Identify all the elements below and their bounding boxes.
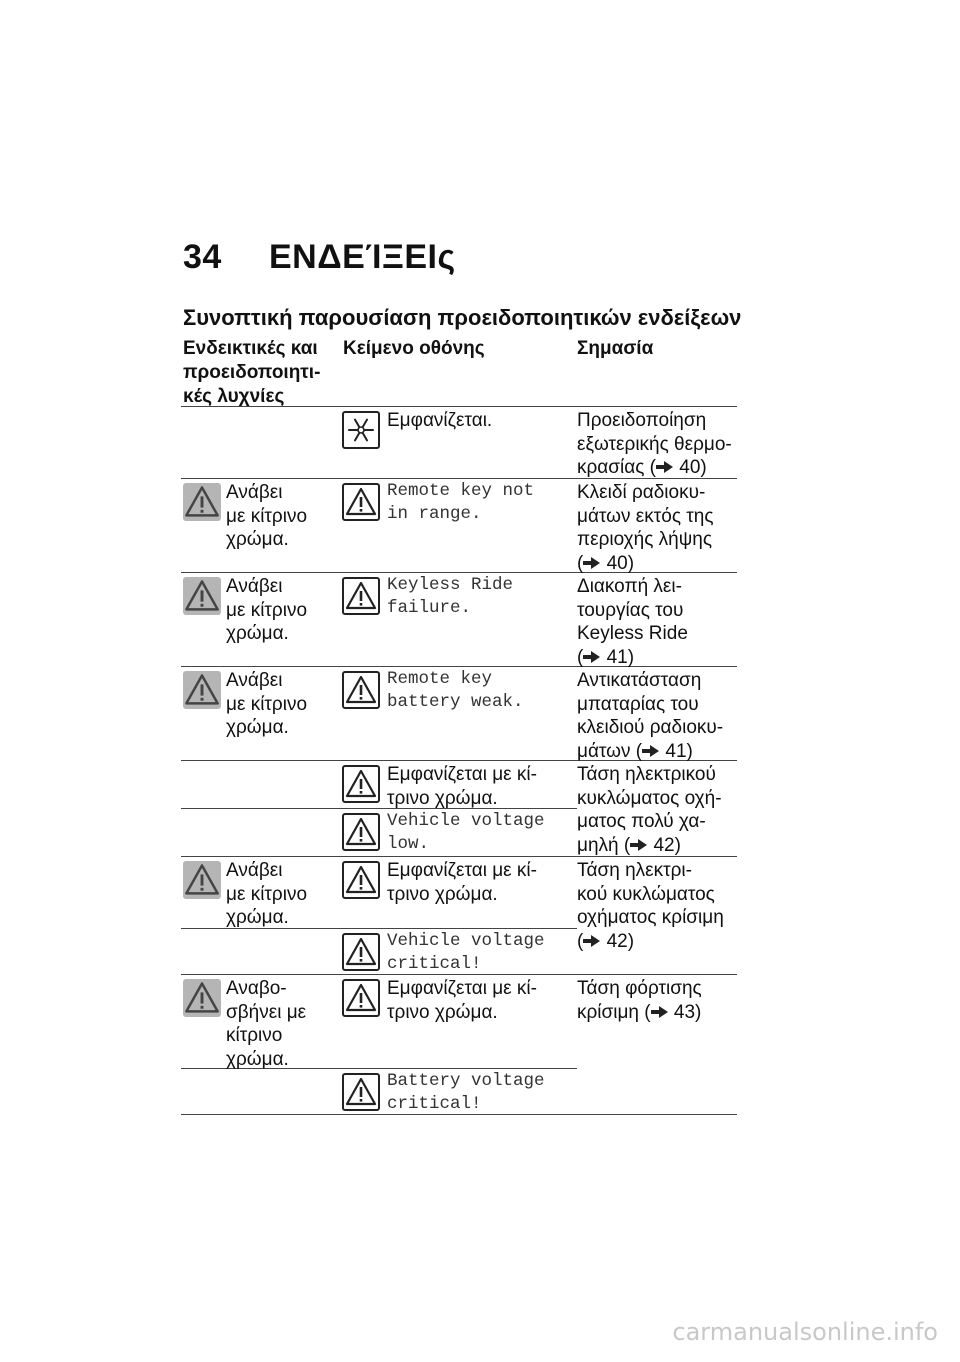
- display-text: [387, 409, 492, 433]
- warning-triangle-icon: [342, 483, 380, 521]
- ref-close-paren: ): [627, 930, 635, 952]
- ref-page-number: 42: [648, 834, 675, 856]
- meaning-text-line: κρασίας ( 40): [577, 457, 707, 478]
- display-text-line: Εμφανίζεται με κί-: [387, 978, 537, 999]
- ref-close-paren: ): [627, 646, 635, 668]
- display-text: [387, 480, 534, 526]
- ref-open-paren: (: [618, 834, 631, 856]
- lamp-description-line: κίτρινο: [226, 1025, 283, 1046]
- meaning-text-line: τουργίας του: [577, 599, 684, 621]
- meaning-text-line: ματος πολύ χα-: [577, 811, 706, 832]
- ref-close-paren: ): [686, 740, 693, 762]
- arrow-right-icon: [583, 647, 601, 661]
- meaning-text-line: μάτων εκτός της: [577, 505, 714, 527]
- display-text: [387, 859, 537, 906]
- warning-triangle-icon: [342, 861, 380, 899]
- display-text-line: Vehicle voltage: [387, 931, 545, 951]
- warning-triangle-icon: [342, 577, 380, 615]
- lamp-description-line: με κίτρινο: [226, 883, 308, 905]
- lamp-description-line: με κίτρινο: [226, 599, 308, 621]
- warning-lamp-icon: [183, 861, 221, 899]
- meaning-text-line: κυκλώματος οχή-: [577, 787, 722, 809]
- display-text-line: Remote key: [387, 669, 493, 689]
- display-text-line: Remote key not: [387, 481, 535, 501]
- meaning-text-line: κρίσιμη ( 43): [577, 1001, 702, 1023]
- ref-open-paren: (: [630, 740, 643, 762]
- lamp-description-line: Ανάβει: [226, 576, 283, 597]
- lamp-description: [226, 669, 307, 740]
- display-text-line: battery weak.: [387, 692, 524, 712]
- watermark: carmanualsonline.info: [672, 1318, 938, 1346]
- meaning-text-line: Προειδοποίηση: [577, 410, 707, 431]
- page-reference[interactable]: [639, 1002, 701, 1023]
- meaning-text-line: οχήματος κρίσιμη: [577, 907, 724, 928]
- display-text-line: τρινο χρώμα.: [387, 883, 498, 905]
- ref-open-paren: (: [577, 930, 584, 952]
- lamp-description-line: σβήνει με: [226, 1001, 307, 1023]
- display-text-line: Εμφανίζεται με κί-: [387, 860, 537, 881]
- display-text-line: low.: [387, 834, 430, 854]
- display-text: [387, 810, 545, 856]
- display-text: [387, 1070, 545, 1116]
- ref-open-paren: (: [577, 646, 584, 668]
- meaning-text: [577, 575, 688, 669]
- meaning-text: [577, 481, 714, 575]
- lamp-description-line: χρώμα.: [226, 907, 289, 928]
- display-text-line: Εμφανίζεται.: [387, 410, 493, 431]
- lamp-description-line: χρώμα.: [226, 1048, 289, 1070]
- lamp-description: [226, 481, 307, 552]
- column-header-lamps: [183, 337, 320, 409]
- column-header-line: Ενδεικτικές και: [183, 338, 318, 359]
- snowflake-icon: [342, 411, 380, 449]
- display-text-line: τρινο χρώμα.: [387, 1001, 498, 1023]
- meaning-text-line: Τάση ηλεκτρικού: [577, 764, 716, 785]
- ref-open-paren: (: [639, 1001, 651, 1023]
- page-reference[interactable]: [631, 741, 693, 762]
- display-text: [387, 574, 513, 620]
- meaning-text-line: Τάση ηλεκτρι-: [577, 860, 692, 881]
- lamp-description-line: με κίτρινο: [226, 693, 308, 715]
- meaning-text: [577, 409, 732, 480]
- warning-triangle-icon: [342, 1073, 380, 1111]
- lamp-description-line: Ανάβει: [226, 670, 283, 691]
- display-text: [387, 668, 524, 714]
- meaning-text-line: κού κυκλώματος: [577, 883, 715, 905]
- warning-triangle-icon: [342, 933, 380, 971]
- meaning-text-line: Τάση φόρτισης: [577, 978, 702, 999]
- column-header-meaning: Σημασία: [577, 338, 654, 359]
- lamp-description-line: Αναβο-: [226, 978, 287, 999]
- meaning-text-line: εξωτερικής θερμο-: [577, 433, 732, 455]
- meaning-text-line: Κλειδί ραδιοκυ-: [577, 482, 706, 503]
- page-reference[interactable]: [644, 457, 706, 478]
- arrow-right-icon: [656, 457, 674, 471]
- display-text-line: Vehicle voltage: [387, 811, 545, 831]
- display-text-line: Εμφανίζεται με κί-: [387, 764, 537, 785]
- warning-triangle-icon: [342, 765, 380, 803]
- warning-lamp-icon: [183, 577, 221, 615]
- warning-triangle-icon: [342, 671, 380, 709]
- ref-close-paren: ): [700, 457, 707, 478]
- meaning-text: [577, 669, 723, 763]
- meaning-text-line: Keyless Ride: [577, 623, 688, 644]
- ref-close-paren: ): [674, 834, 681, 856]
- ref-close-paren: ): [695, 1001, 702, 1023]
- warning-lamp-icon: [183, 979, 221, 1017]
- lamp-description: [226, 977, 306, 1071]
- ref-open-paren: (: [644, 457, 656, 478]
- lamp-description-line: χρώμα.: [226, 717, 289, 738]
- ref-page-number: 41: [601, 646, 628, 668]
- ref-page-number: 41: [660, 740, 687, 762]
- meaning-text-line: μπαταρίας του: [577, 693, 699, 715]
- ref-page-number: 43: [668, 1001, 696, 1023]
- column-header-line: προειδοποιητι-: [183, 362, 321, 383]
- ref-close-paren: ): [627, 552, 635, 574]
- display-text-line: failure.: [387, 598, 472, 618]
- display-text-line: Keyless Ride: [387, 575, 514, 595]
- warning-lamp-icon: [183, 671, 221, 709]
- arrow-right-icon: [583, 553, 601, 567]
- lamp-description: [226, 575, 307, 646]
- chapter-title: ΕΝΔΕΊΞΕΙς: [269, 238, 456, 276]
- meaning-text: [577, 977, 702, 1024]
- lamp-description-line: χρώμα.: [226, 529, 289, 550]
- lamp-description-line: με κίτρινο: [226, 505, 308, 527]
- lamp-description-line: Ανάβει: [226, 860, 283, 881]
- arrow-right-icon: [651, 1002, 669, 1016]
- lamp-description: [226, 859, 307, 930]
- display-text-line: Battery voltage: [387, 1071, 545, 1091]
- display-text-line: in range.: [387, 504, 482, 524]
- meaning-text-line: μάτων ( 41): [577, 740, 693, 762]
- ref-page-number: 40: [674, 457, 701, 478]
- ref-open-paren: (: [577, 552, 584, 574]
- meaning-text-line: Αντικατάσταση: [577, 670, 702, 691]
- warning-triangle-icon: [342, 979, 380, 1017]
- lamp-description-line: Ανάβει: [226, 482, 283, 503]
- display-text: [387, 930, 545, 976]
- meaning-text-line: μηλή ( 42): [577, 834, 681, 856]
- meaning-text-line: περιοχής λήψης: [577, 529, 712, 550]
- display-text: [387, 763, 537, 810]
- ref-page-number: 42: [601, 930, 628, 952]
- section-title: Συνοπτική παρουσίαση προειδοποιητικών ενδείξεων: [183, 305, 742, 330]
- ref-page-number: 40: [601, 552, 628, 574]
- page-header: [183, 238, 456, 277]
- warning-lamp-icon: [183, 483, 221, 521]
- meaning-text-line: Διακοπή λει-: [577, 576, 682, 597]
- column-header-display: Κείμενο οθόνης: [343, 338, 485, 359]
- arrow-right-icon: [642, 741, 660, 755]
- display-text-line: critical!: [387, 954, 482, 974]
- lamp-description-line: χρώμα.: [226, 623, 289, 644]
- column-header-line: κές λυχνίες: [183, 386, 285, 407]
- display-text-line: critical!: [387, 1094, 482, 1114]
- meaning-text-line: κλειδιού ραδιοκυ-: [577, 717, 724, 738]
- warning-triangle-icon: [342, 813, 380, 851]
- display-text: [387, 977, 537, 1024]
- display-text-line: τρινο χρώμα.: [387, 787, 498, 809]
- page-number: 34: [183, 238, 222, 276]
